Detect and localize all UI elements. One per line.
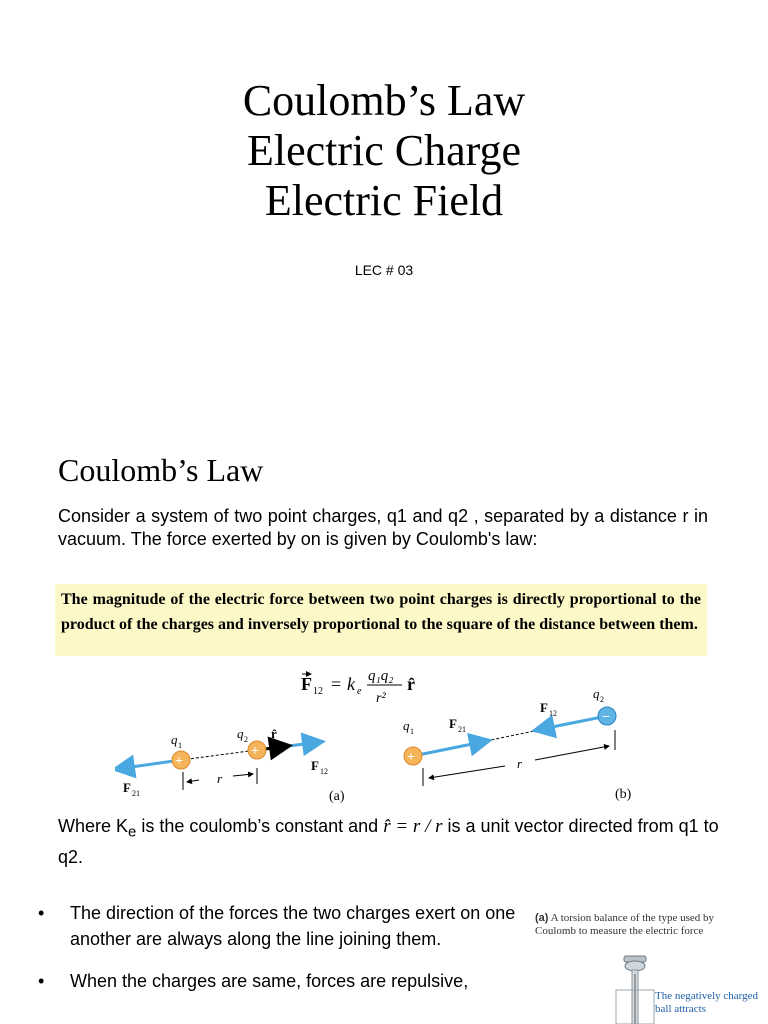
label-f21-a: F [123, 780, 131, 795]
label-q2-sub-a: 2 [244, 735, 248, 744]
torsion-caption [535, 912, 745, 938]
slide-title [0, 76, 768, 226]
law-statement-box [55, 584, 707, 656]
bullet-text: The direction of the forces the two charges exert on one another are always along the line joining them. [70, 903, 516, 949]
label-q2-a: q [237, 726, 244, 741]
force-arrow-f21-b [413, 741, 487, 756]
charge-sign-q2-a: + [251, 744, 259, 759]
separation-dash-a [181, 750, 257, 760]
bullet-list [38, 900, 528, 1010]
force-arrow-f21-a [117, 760, 181, 769]
bullet-text: When the charges are same, forces are repulsive, [70, 971, 469, 991]
unit-vector-formula: r̂ = r / r [383, 816, 443, 837]
intro-paragraph: Consider a system of two point charges, q1 and q2 , separated by a distance r in vacuum. The force exerted by on is given by Coulomb's law: [58, 506, 708, 549]
bullet-item-direction [38, 900, 528, 952]
label-f21-sub-a: 21 [132, 789, 140, 798]
label-f21-sub-b: 21 [458, 725, 466, 734]
title-line-1: Coulomb’s Law [242, 76, 526, 125]
label-distance-a: r [217, 771, 223, 786]
caption-text: A torsion balance of the type used by Coulomb to measure the electric force [535, 912, 715, 937]
label-f12-sub-a: 12 [320, 767, 328, 776]
formula [301, 668, 415, 706]
unit-vector-arrow-a [265, 746, 287, 749]
label-q2-sub-b: 2 [600, 695, 604, 704]
charge-sign-q1-b: + [407, 750, 415, 765]
formula-unit-vector: r̂ [407, 674, 415, 694]
label-f12-a: F [311, 758, 319, 773]
formula-k: k [347, 674, 355, 694]
label-f12-b: F [540, 700, 548, 715]
caption-label: (a) [535, 912, 549, 924]
bullet-item-repulsive [38, 968, 528, 994]
where-text-2: is the coulomb’s constant and [136, 816, 384, 836]
formula-force: F [301, 674, 312, 694]
diagram-a [117, 726, 345, 804]
where-subscript: e [128, 823, 137, 841]
title-line-2: Electric Charge [246, 126, 522, 175]
law-statement: The magnitude of the electric force between two point charges is directly proportional to the product of the charges and inversely proportional to the square of the distance between them. [61, 591, 701, 633]
formula-denominator: r² [376, 691, 386, 706]
section-heading: Coulomb’s Law [58, 452, 264, 488]
label-f21-b: F [449, 716, 457, 731]
formula-equals: = [331, 674, 342, 694]
label-rhat-a: r̂ [271, 726, 277, 741]
charge-sign-q2-b: − [602, 710, 610, 725]
label-q1-b: q [403, 718, 410, 733]
label-q2-b: q [593, 686, 600, 701]
label-q1-a: q [171, 732, 178, 747]
where-text-1: Where K [58, 816, 129, 836]
lecture-number: LEC # 03 [354, 262, 414, 278]
coulomb-figure [115, 660, 655, 808]
title-line-3: Electric Field [264, 176, 504, 225]
force-arrow-f12-b [537, 716, 607, 730]
formula-numerator: q₁q₂ [368, 668, 394, 684]
torsion-note: The negatively charged ball attracts [655, 990, 759, 1015]
label-part-a: (a) [329, 789, 345, 804]
where-text-3: is a unit vector directed from q1 to q2. [58, 816, 719, 867]
charge-sign-q1-a: + [175, 754, 183, 769]
bullet-dot-icon: • [38, 971, 45, 991]
label-distance-b: r [517, 756, 523, 771]
diagram-b [403, 686, 632, 802]
label-q1-sub-a: 1 [178, 741, 182, 750]
label-q1-sub-b: 1 [410, 727, 414, 736]
bullet-dot-icon: • [38, 903, 45, 923]
formula-k-sub: e [357, 686, 362, 697]
formula-force-sub: 12 [313, 686, 323, 697]
label-part-b: (b) [615, 787, 632, 802]
constant-explanation [58, 814, 728, 869]
label-f12-sub-b: 12 [549, 709, 557, 718]
